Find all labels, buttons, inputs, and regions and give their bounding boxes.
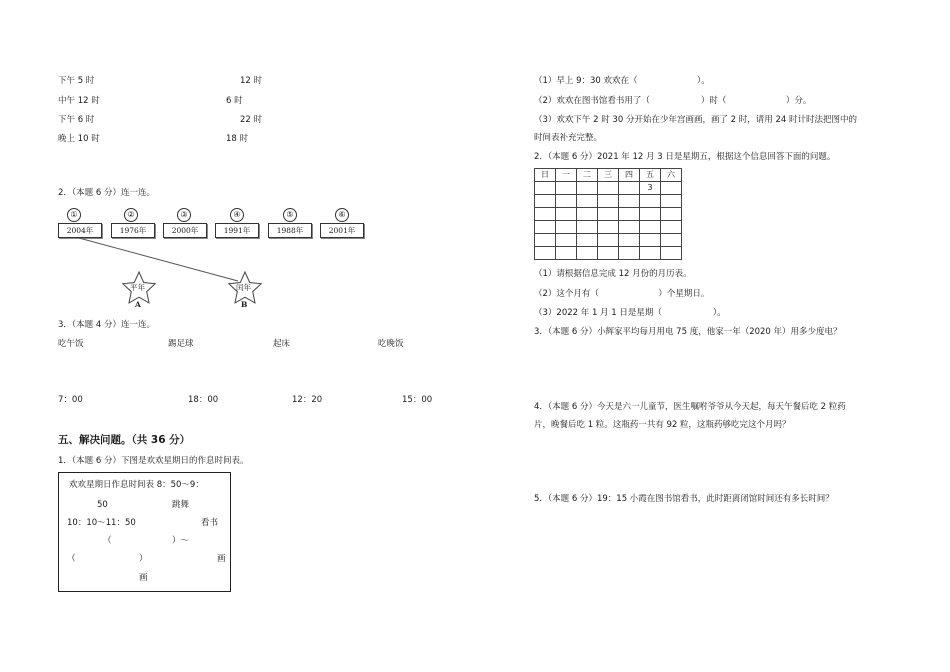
schedule-line-3a: 10：10～11：50 xyxy=(67,518,136,528)
q2-title: 2．（本题 6 分）连一连。 xyxy=(58,188,155,198)
cal-cell[interactable] xyxy=(640,247,661,260)
cal-header-thu: 四 xyxy=(619,169,640,182)
conv-right-3: 22 时 xyxy=(240,115,263,125)
conv-right-2: 6 时 xyxy=(226,96,243,106)
conv-right-1: 12 时 xyxy=(240,76,263,86)
schedule-line-3b: 看书 xyxy=(201,518,219,528)
schedule-blank-open-1[interactable]: （ xyxy=(103,536,112,546)
cal-cell[interactable] xyxy=(556,221,577,234)
star-a-letter: A xyxy=(135,300,141,309)
year-box-6[interactable]: 2001年 xyxy=(320,223,364,238)
r-q2-part-3: （3）2022 年 1 月 1 日是星期（ ）。 xyxy=(534,308,726,318)
time-3[interactable]: 12：20 xyxy=(292,395,323,405)
connection-line xyxy=(79,238,238,281)
cal-cell[interactable] xyxy=(556,195,577,208)
cal-header-mon: 一 xyxy=(556,169,577,182)
cal-cell[interactable] xyxy=(598,208,619,221)
schedule-blank-close-1[interactable]: ）～ xyxy=(172,536,190,546)
conv-right-4: 18 时 xyxy=(226,134,249,144)
calendar-week-row xyxy=(535,208,682,221)
cal-cell[interactable] xyxy=(556,247,577,260)
r-q1-part-4: 时间表补充完整。 xyxy=(534,133,603,143)
cal-cell-friday-3[interactable]: 3 xyxy=(640,182,661,195)
cal-header-wed: 三 xyxy=(598,169,619,182)
activity-2[interactable]: 踢足球 xyxy=(168,339,194,349)
cal-cell[interactable] xyxy=(661,247,682,260)
star-a-label[interactable]: 平年 xyxy=(130,283,145,292)
calendar-week-row xyxy=(535,182,682,195)
cal-cell[interactable] xyxy=(619,234,640,247)
calendar-week-row xyxy=(535,247,682,260)
schedule-line-6: 画 xyxy=(139,573,148,583)
cal-cell[interactable] xyxy=(556,208,577,221)
q3-title: 3．（本题 4 分）连一连。 xyxy=(58,320,155,330)
calendar-table xyxy=(534,168,682,260)
year-box-1[interactable]: 2004年 xyxy=(58,223,102,238)
schedule-line-2a: 50 xyxy=(97,500,108,510)
conv-left-3: 下午 6 时 xyxy=(58,115,95,125)
year-box-5[interactable]: 1988年 xyxy=(268,223,312,238)
r-q1-part-3: （3）欢欢下午 2 时 30 分开始在少年宫画画，画了 2 时，请用 24 时计时法把图中的 xyxy=(534,115,857,125)
r-q5: 5．（本题 6 分）19：15 小霞在图书馆看书，此时距离闭馆时间还有多长时间？ xyxy=(534,494,834,504)
schedule-blank-open-2[interactable]: （ xyxy=(67,554,76,564)
star-b-label[interactable]: 闰年 xyxy=(236,283,251,292)
circle-number-6: ⑥ xyxy=(335,208,349,222)
cal-cell[interactable] xyxy=(535,221,556,234)
r-q1-part-2: （2）欢欢在图书馆看书用了（ ）时（ ）分。 xyxy=(534,96,812,106)
time-4[interactable]: 15：00 xyxy=(402,395,433,405)
star-b-letter: B xyxy=(241,300,248,309)
cal-cell[interactable] xyxy=(598,182,619,195)
cal-cell[interactable] xyxy=(619,221,640,234)
cal-cell[interactable] xyxy=(535,182,556,195)
activity-3[interactable]: 起床 xyxy=(273,339,291,349)
cal-cell[interactable] xyxy=(598,221,619,234)
r-q2-part-2: （2）这个月有（ ）个星期日。 xyxy=(534,289,710,299)
cal-cell[interactable] xyxy=(619,208,640,221)
schedule-line-1: 欢欢星期日作息时间表 8：50～9： xyxy=(69,480,204,490)
r-q4-line-2: 片，晚餐后吃 1 粒。这瓶药一共有 92 粒，这瓶药够吃完这个月吗？ xyxy=(534,420,791,430)
circle-number-2: ② xyxy=(124,208,138,222)
activity-4[interactable]: 吃晚饭 xyxy=(378,339,404,349)
cal-cell[interactable] xyxy=(619,182,640,195)
cal-cell[interactable] xyxy=(535,195,556,208)
year-box-2[interactable]: 1976年 xyxy=(111,223,155,238)
cal-cell[interactable] xyxy=(640,234,661,247)
schedule-line-5c: 画 xyxy=(217,554,226,564)
cal-cell[interactable] xyxy=(556,182,577,195)
cal-cell[interactable] xyxy=(640,208,661,221)
cal-cell[interactable] xyxy=(577,208,598,221)
r-q2-title: 2．（本题 6 分）2021 年 12 月 3 日是星期五，根据这个信息回答下面的问题。 xyxy=(534,152,836,162)
cal-cell[interactable] xyxy=(535,234,556,247)
cal-cell[interactable] xyxy=(661,221,682,234)
cal-cell[interactable] xyxy=(577,247,598,260)
calendar-week-row xyxy=(535,221,682,234)
cal-header-tue: 二 xyxy=(577,169,598,182)
circle-number-5: ⑤ xyxy=(283,208,297,222)
cal-cell[interactable] xyxy=(535,247,556,260)
cal-header-sun: 日 xyxy=(535,169,556,182)
cal-cell[interactable] xyxy=(640,195,661,208)
circle-number-1: ① xyxy=(67,208,81,222)
cal-cell[interactable] xyxy=(640,221,661,234)
r-q4-line-1: 4．（本题 6 分）今天是六一儿童节，医生嘱咐爷爷从今天起，每天午餐后吃 2 粒药 xyxy=(534,402,846,412)
cal-cell[interactable] xyxy=(598,195,619,208)
r-q3: 3．（本题 6 分）小辉家平均每月用电 75 度，他家一年（2020 年）用多少度电？ xyxy=(534,327,842,337)
cal-cell[interactable] xyxy=(577,195,598,208)
conv-left-4: 晚上 10 时 xyxy=(58,134,100,144)
s5-q1-title: 1．（本题 6 分）下图是欢欢星期日的作息时间表。 xyxy=(58,456,249,466)
cal-cell[interactable] xyxy=(661,182,682,195)
calendar-week-row xyxy=(535,234,682,247)
conv-left-1: 下午 5 时 xyxy=(58,76,95,86)
circle-number-3: ③ xyxy=(177,208,191,222)
cal-cell[interactable] xyxy=(535,208,556,221)
cal-cell[interactable] xyxy=(556,234,577,247)
cal-cell[interactable] xyxy=(661,208,682,221)
section-five-heading: 五、解决问题。（共 36 分） xyxy=(58,434,191,446)
r-q1-part-1: （1）早上 9：30 欢欢在（ ）。 xyxy=(534,76,710,86)
r-q2-part-1: （1）请根据信息完成 12 月份的月历表。 xyxy=(534,269,692,279)
cal-cell[interactable] xyxy=(577,221,598,234)
time-2[interactable]: 18：00 xyxy=(188,395,219,405)
cal-header-fri: 五 xyxy=(640,169,661,182)
schedule-line-2b: 跳舞 xyxy=(172,500,190,510)
cal-cell[interactable] xyxy=(598,234,619,247)
cal-cell[interactable] xyxy=(619,247,640,260)
cal-cell[interactable] xyxy=(598,247,619,260)
cal-cell[interactable] xyxy=(661,234,682,247)
calendar-week-row xyxy=(535,195,682,208)
schedule-blank-close-2[interactable]: ） xyxy=(139,554,148,564)
cal-cell[interactable] xyxy=(577,234,598,247)
cal-header-sat: 六 xyxy=(661,169,682,182)
schedule-box xyxy=(58,472,231,592)
year-box-4[interactable]: 1991年 xyxy=(215,223,259,238)
circle-number-4: ④ xyxy=(230,208,244,222)
activity-1[interactable]: 吃午饭 xyxy=(58,339,84,349)
time-1[interactable]: 7：00 xyxy=(58,395,83,405)
year-box-3[interactable]: 2000年 xyxy=(163,223,207,238)
cal-cell[interactable] xyxy=(619,195,640,208)
cal-cell[interactable] xyxy=(661,195,682,208)
cal-cell[interactable] xyxy=(577,182,598,195)
calendar-header-row xyxy=(535,169,682,182)
conv-left-2: 中午 12 时 xyxy=(58,96,100,106)
